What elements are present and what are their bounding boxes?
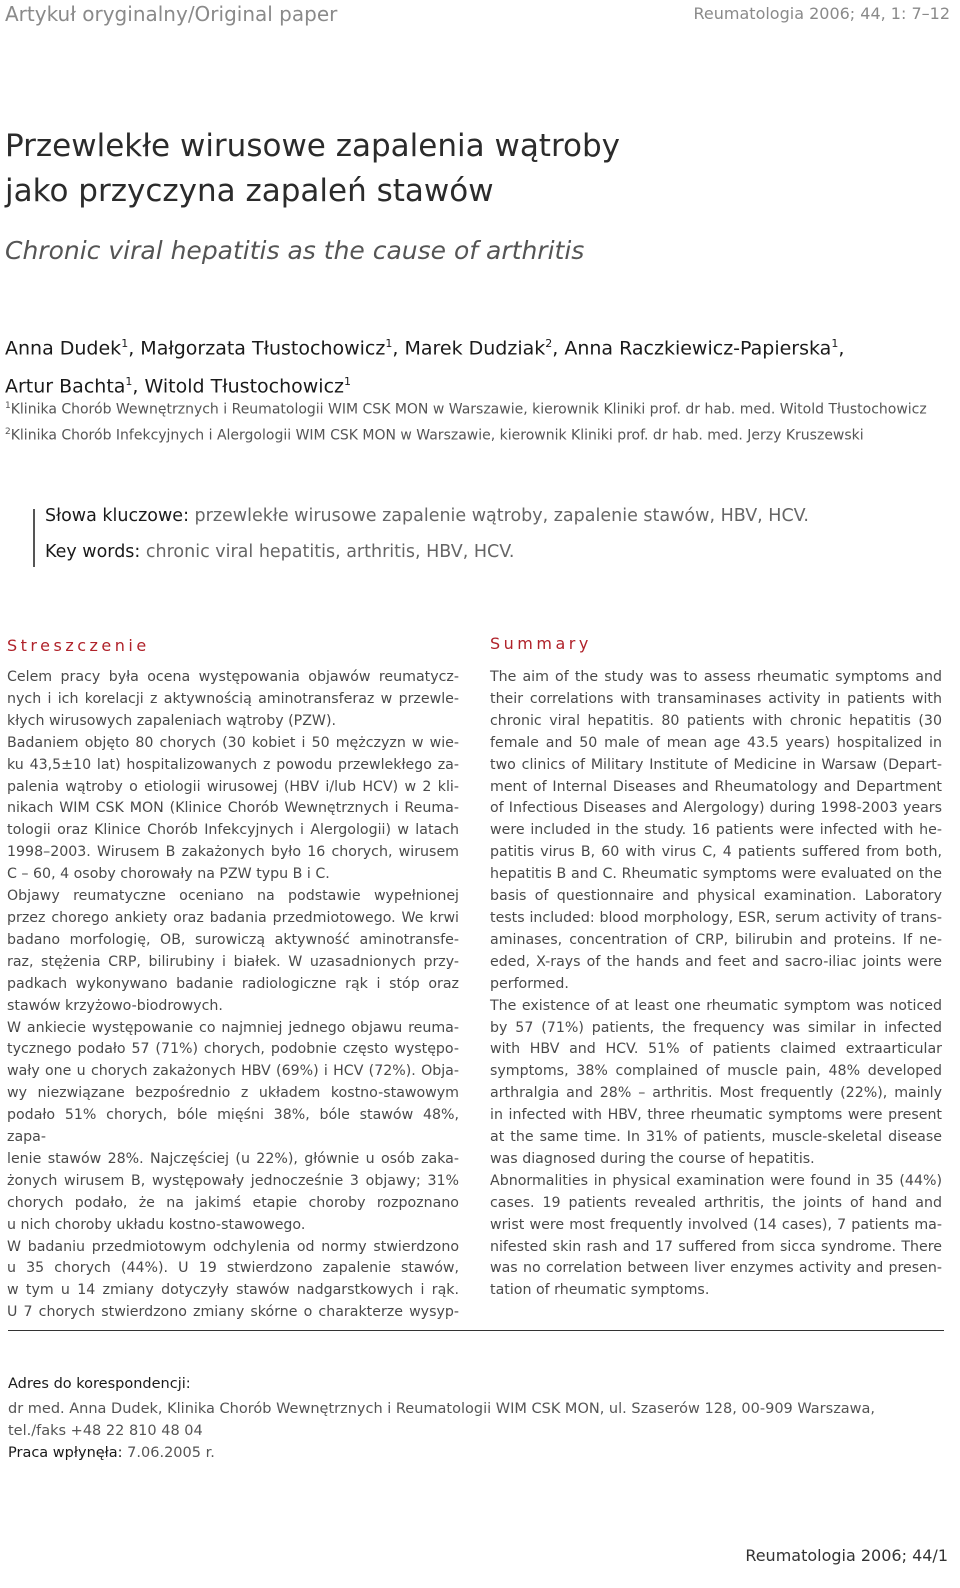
author-name: Witold Tłustochowicz bbox=[144, 375, 344, 398]
abstract-line: ment of Internal Diseases and Rheumatology and Department bbox=[490, 778, 942, 795]
author-line-2 bbox=[5, 365, 844, 403]
abstract-line: C – 60, 4 osoby chorowały na PZW typu B i C. bbox=[7, 866, 330, 883]
keywords-pl-text: przewlekłe wirusowe zapalenie wątroby, zapalenie stawów, HBV, HCV. bbox=[188, 506, 809, 526]
author-separator: , bbox=[838, 337, 845, 360]
affiliation-1 bbox=[5, 401, 927, 418]
correspondence-address: dr med. Anna Dudek, Klinika Chorób Wewnętrznych i Reumatologii WIM CSK MON, ul. Szaserów 128, 00-909 Warszawa, bbox=[8, 1401, 876, 1417]
affiliation-2 bbox=[5, 427, 864, 444]
author-affiliation-mark: 1 bbox=[121, 337, 129, 350]
keywords-en-label: Key words: bbox=[45, 542, 141, 562]
abstract-line: chorych podało, że na jakimś etapie choroby rozpoznano bbox=[7, 1194, 459, 1211]
received-value: 7.06.2005 r. bbox=[122, 1445, 215, 1461]
abstract-pl-heading: Streszczenie bbox=[7, 636, 150, 655]
correspondence-block bbox=[8, 1373, 875, 1464]
abstract-en-heading: Summary bbox=[490, 634, 592, 653]
correspondence-label: Adres do korespondencji: bbox=[8, 1376, 191, 1392]
author-separator: , bbox=[128, 337, 141, 360]
abstract-line: patitis virus B, 60 with virus C, 4 patients suffered from both, bbox=[490, 844, 942, 861]
abstract-line: aminases, concentration of CRP, bilirubin and proteins. If ne- bbox=[490, 931, 942, 948]
abstract-line: performed. bbox=[490, 975, 569, 992]
abstract-line: Celem pracy była ocena występowania objawów reumatycz- bbox=[7, 669, 459, 685]
section-label: Artykuł oryginalny/Original paper bbox=[5, 2, 338, 26]
author-affiliation-mark: 2 bbox=[545, 337, 553, 350]
abstract-line: u 35 chorych (44%). U 19 stwierdzono zapalenie stawów, bbox=[7, 1260, 459, 1277]
abstract-line: their correlations with transaminases activity in patients with bbox=[490, 690, 942, 707]
abstract-line: basis of questionnaire and physical examination. Laboratory bbox=[490, 888, 942, 905]
abstract-line: female and 50 male of mean age 43.5 years) hospitalized in bbox=[490, 734, 942, 751]
author-affiliation-mark: 1 bbox=[385, 337, 393, 350]
author-line-1 bbox=[5, 327, 844, 365]
abstract-line: palenia wątroby o etiologii wirusowej (HBV i/lub HCV) w 2 kli- bbox=[7, 778, 459, 795]
received-date bbox=[8, 1442, 875, 1464]
abstract-line: podało 51% chorych, bóle mięśni 38%, bóle stawów 48%, zapa- bbox=[7, 1107, 459, 1146]
author-name: Marek Dudziak bbox=[404, 337, 546, 360]
journal-citation: Reumatologia 2006; 44, 1: 7–12 bbox=[693, 4, 950, 23]
abstract-line: przez chorego ankiety oraz badania przedmiotowego. We krwi bbox=[7, 909, 459, 926]
author-affiliation-mark: 1 bbox=[125, 375, 133, 389]
abstract-line: raz, stężenia CRP, bilirubiny i białek. W uzasadnionych przy- bbox=[7, 953, 459, 970]
abstract-line: at the same time. In 31% of patients, muscle-skeletal disease bbox=[490, 1129, 942, 1146]
abstract-line: eded, X-rays of the hands and feet and sacro-iliac joints were bbox=[490, 953, 942, 970]
abstract-line: arthralgia and 28% – arthritis. Most frequently (22%), mainly bbox=[490, 1085, 942, 1102]
author-separator: , bbox=[392, 337, 405, 360]
abstract-line: tests included: blood morphology, ESR, serum activity of trans- bbox=[490, 909, 942, 926]
abstract-line: Abnormalities in physical examination were found in 35 (44%) bbox=[490, 1172, 942, 1189]
author-separator: , bbox=[132, 375, 145, 398]
abstract-line: kłych wirusowych zapaleniach wątroby (PZW). bbox=[7, 712, 336, 729]
keywords-en-text: chronic viral hepatitis, arthritis, HBV, HCV. bbox=[140, 542, 515, 562]
affiliation-number: 1 bbox=[5, 401, 11, 411]
abstract-line: badano morfologię, OB, surowiczą aktywność aminotransfe- bbox=[7, 931, 459, 948]
author-list bbox=[5, 327, 844, 404]
abstract-pl-body bbox=[7, 667, 459, 1324]
abstract-line: The aim of the study was to assess rheumatic symptoms and bbox=[490, 669, 942, 685]
abstract-line: padkach wykonywano badanie radiologiczne rąk i stóp oraz bbox=[7, 975, 459, 992]
affiliation-text: Klinika Chorób Infekcyjnych i Alergologii WIM CSK MON w Warszawie, kierownik Kliniki prof. dr hab. med. Jerzy Kruszewski bbox=[10, 427, 864, 444]
abstract-line: symptoms, 38% complained of muscle pain, 48% developed bbox=[490, 1063, 942, 1080]
affiliation-text: Klinika Chorób Wewnętrznych i Reumatologii WIM CSK MON w Warszawie, kierownik Kliniki prof. dr hab. med. Witold Tłustochowicz bbox=[10, 401, 927, 418]
abstract-line: Objawy reumatyczne oceniano na podstawie wypełnionej bbox=[7, 888, 459, 905]
abstract-line: W badaniu przedmiotowym odchylenia od normy stwierdzono bbox=[7, 1238, 459, 1255]
abstract-line: wrist were most frequently involved (14 cases), 7 patients ma- bbox=[490, 1216, 942, 1233]
abstract-line: two clinics of Military Institute of Medicine in Warsaw (Depart- bbox=[490, 756, 942, 773]
abstract-line: żonych wirusem B, występowały jednocześnie 3 objawy; 31% bbox=[7, 1172, 459, 1189]
author-name: Małgorzata Tłustochowicz bbox=[140, 337, 386, 360]
abstract-line: tologii oraz Klinice Chorób Infekcyjnych i Alergologii) w latach bbox=[7, 822, 459, 839]
abstract-line: was diagnosed during the course of hepatitis. bbox=[490, 1150, 815, 1167]
abstract-line: nifested skin rash and 17 suffered from sicca syndrome. There bbox=[490, 1238, 942, 1255]
keywords-pl bbox=[45, 506, 809, 526]
paper-subtitle: Chronic viral hepatitis as the cause of arthritis bbox=[5, 236, 585, 265]
author-name: Anna Raczkiewicz-Papierska bbox=[564, 337, 832, 360]
abstract-line: hepatitis B and C. Rheumatic symptoms were evaluated on the bbox=[490, 866, 942, 883]
abstract-line: of Infectious Diseases and Alergology) during 1998-2003 years bbox=[490, 800, 942, 817]
abstract-line: were included in the study. 16 patients were infected with he- bbox=[490, 822, 942, 839]
abstract-line: 1998–2003. Wirusem B zakażonych było 16 chorych, wirusem bbox=[7, 844, 459, 861]
abstract-line: in infected with HBV, three rheumatic symptoms were present bbox=[490, 1107, 942, 1124]
abstract-line: chronic viral hepatitis. 80 patients with chronic hepatitis (30 bbox=[490, 712, 942, 729]
author-name: Artur Bachta bbox=[5, 375, 126, 398]
abstract-line: by 57 (71%) patients, the frequency was similar in infected bbox=[490, 1019, 942, 1036]
abstract-line: stawów krzyżowo-biodrowych. bbox=[7, 997, 223, 1014]
abstract-line: lenie stawów 28%. Najczęściej (u 22%), głównie u osób zaka- bbox=[7, 1150, 459, 1167]
abstract-line: tation of rheumatic symptoms. bbox=[490, 1282, 710, 1299]
abstract-line: was no correlation between liver enzymes activity and presen- bbox=[490, 1260, 942, 1277]
title-line-1: Przewlekłe wirusowe zapalenia wątroby bbox=[5, 128, 621, 164]
paper-title bbox=[5, 124, 620, 214]
page-footer: Reumatologia 2006; 44/1 bbox=[745, 1546, 948, 1565]
abstract-line: The existence of at least one rheumatic symptom was noticed bbox=[490, 997, 942, 1014]
section-divider bbox=[8, 1330, 944, 1331]
abstract-line: ku 43,5±10 lat) hospitalizowanych z powodu przewlekłego za- bbox=[7, 756, 459, 773]
abstract-line: Badaniem objęto 80 chorych (30 kobiet i 50 mężczyzn w wie- bbox=[7, 734, 459, 751]
author-name: Anna Dudek bbox=[5, 337, 122, 360]
abstract-line: wy niezwiązane bezpośrednio z układem kostno-stawowym bbox=[7, 1085, 459, 1102]
abstract-en-body bbox=[490, 667, 942, 1302]
author-affiliation-mark: 1 bbox=[344, 375, 351, 389]
keywords-bar bbox=[33, 509, 35, 567]
abstract-line: U 7 chorych stwierdzono zmiany skórne o charakterze wysyp- bbox=[7, 1304, 459, 1321]
abstract-line: nikach WIM CSK MON (Klinice Chorób Wewnętrznych i Reuma- bbox=[7, 800, 459, 817]
author-separator: , bbox=[552, 337, 565, 360]
abstract-line: W ankiecie występowanie co najmniej jednego objawu reuma- bbox=[7, 1019, 459, 1036]
affiliation-number: 2 bbox=[5, 427, 11, 437]
abstract-line: w tym u 14 zmiany dotyczyły stawów nadgarstkowych i rąk. bbox=[7, 1282, 459, 1299]
abstract-line: u nich choroby układu kostno-stawowego. bbox=[7, 1216, 306, 1233]
keywords-en bbox=[45, 542, 514, 562]
abstract-line: wały one u chorych zakażonych HBV (69%) i HCV (72%). Obja- bbox=[7, 1063, 459, 1080]
author-affiliation-mark: 1 bbox=[831, 337, 839, 350]
abstract-line: tycznego podało 57 (71%) chorych, podobnie często występo- bbox=[7, 1041, 459, 1058]
abstract-line: with HBV and HCV. 51% of patients claimed extraarticular bbox=[490, 1041, 942, 1058]
keywords-pl-label: Słowa kluczowe: bbox=[45, 506, 189, 526]
title-line-2: jako przyczyna zapaleń stawów bbox=[5, 173, 494, 209]
abstract-line: nych i ich korelacji z aktywnością aminotransferaz w przewle- bbox=[7, 690, 459, 707]
received-label: Praca wpłynęła: bbox=[8, 1445, 123, 1461]
abstract-line: cases. 19 patients revealed arthritis, the joints of hand and bbox=[490, 1194, 942, 1211]
correspondence-phone: tel./faks +48 22 810 48 04 bbox=[8, 1423, 203, 1439]
